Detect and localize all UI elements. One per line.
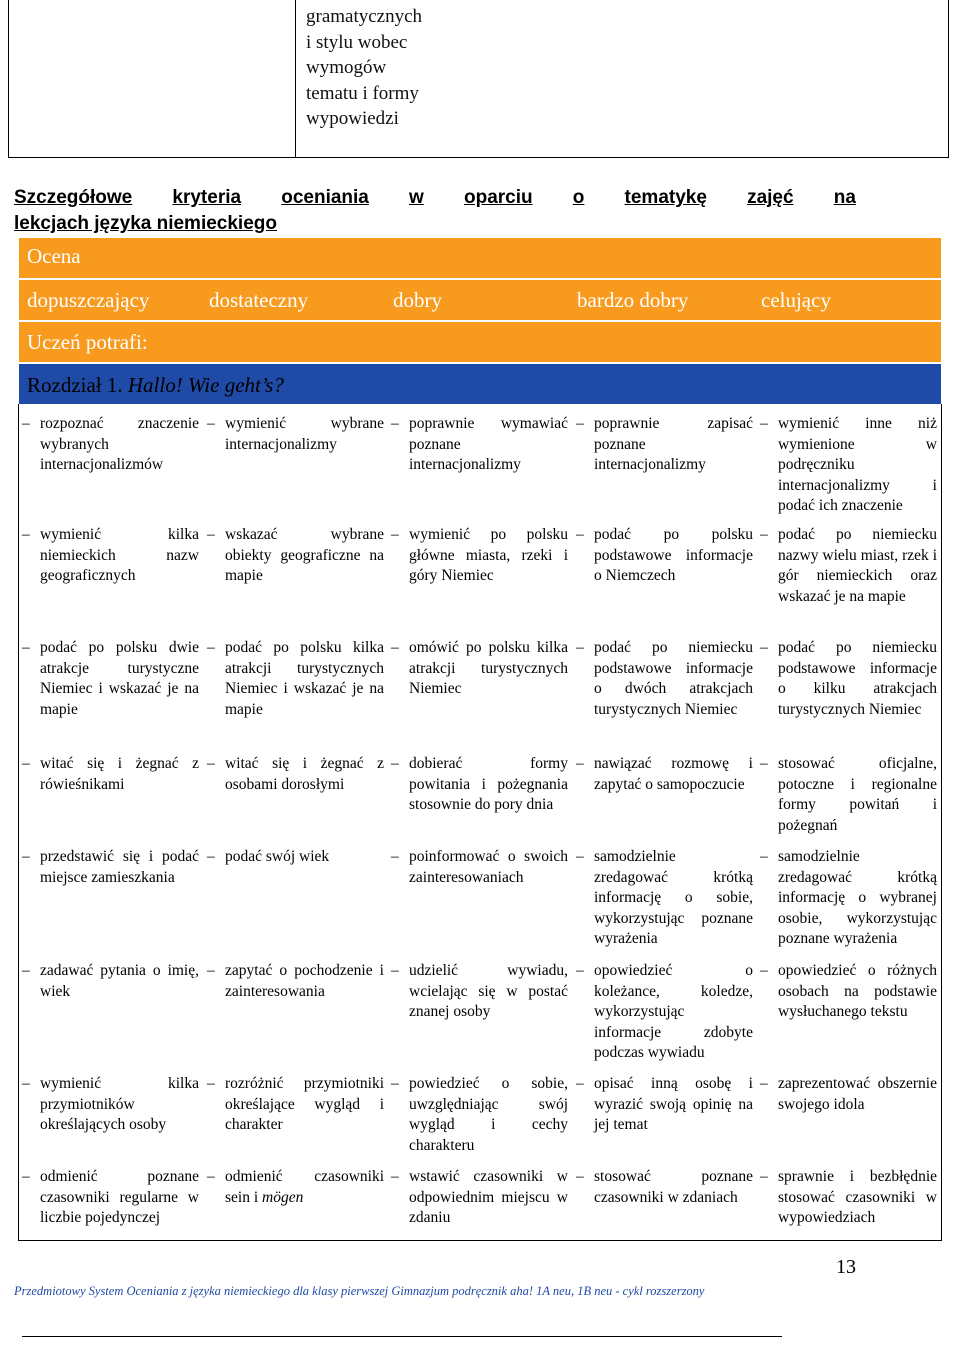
chapter-prefix: Rozdział 1. [27,373,128,397]
criterion-text: opowiedzieć o różnych osobach na podstawie wysłuchanego tekstu [778,962,937,1020]
criterion-text: wymienić wybrane internacjonalizmy [225,415,384,453]
criterion-dobry [391,525,568,587]
criterion-text: samodzielnie zredagować krótką informację o sobie, wykorzystując poznane wyrażenia [594,848,753,947]
chapter-row [19,364,941,404]
criterion-dopuszczajacy [22,1074,199,1136]
criterion-dopuszczajacy [22,847,199,888]
criterion-text: odmienić poznane czasowniki regularne w liczbie pojedynczej [40,1168,199,1226]
criterion-text: opowiedzieć o koleżance, koledze, wykorzystując informacje zdobyte podczas wywiadu [594,962,753,1061]
criterion-dopuszczajacy [22,754,199,795]
heading-line-2: lekcjach języka niemieckiego [14,213,277,234]
heading-word: oparciu [463,187,533,208]
level-dopuszczajacy: dopuszczający [27,288,150,312]
criterion-text: podać po polsku podstawowe informacje o Niemczech [594,526,753,584]
criterion-text: poprawnie wymawiać poznane internacjonalizmy [409,415,568,473]
criterion-dostateczny [207,414,384,455]
criterion-text: nawiązać rozmowę i zapytać o samopoczucie [594,755,753,793]
heading-word: w [409,187,424,208]
grade-levels-row [19,280,941,320]
criterion-text: udzielić wywiadu, wcielając się w postać znanej osoby [409,962,568,1020]
criterion-text: stosować poznane czasowniki w zdaniach [594,1168,753,1206]
previous-table-fragment [0,0,960,160]
criterion-dobry [391,961,568,1023]
criterion-dobry [391,847,568,888]
criterion-dobry [391,414,568,476]
criterion-text: stosować oficjalne, potoczne i regionalne formy powitań i pożegnań [778,755,937,834]
heading-word: na [833,187,856,208]
criterion-text: poprawnie zapisać poznane internacjonalizmy [594,415,753,473]
criterion-celujacy [760,525,937,607]
criterion-text: wstawić czasowniki w odpowiednim miejscu w zdaniu [409,1168,568,1226]
criterion-dostateczny [207,1074,384,1136]
student-can-label: Uczeń potrafi: [27,330,148,354]
criterion-text: odmienić czasowniki sein i [225,1168,384,1206]
heading-word: kryteria [172,187,242,208]
criterion-dopuszczajacy [22,961,199,1002]
footer-text: Przedmiotowy System Oceniania z języka niemieckiego dla klasy pierwszej Gimnazjum podręcznik aha! 1A neu, 1B neu - cykl rozszerzony [14,1284,705,1298]
criterion-text: rozróżnić przymiotniki określające wygląd i charakter [225,1075,384,1133]
criterion-dostateczny [207,754,384,795]
criterion-text: sprawnie i bezbłędnie stosować czasowniki w wypowiedziach [778,1168,937,1226]
fragment-line: wypowiedzi [306,108,399,129]
criterion-bardzo-dobry [576,414,753,476]
criterion-text: wymienić kilka przymiotników określających osoby [40,1075,199,1133]
fragment-line: tematu i formy [306,82,419,104]
criterion-bardzo-dobry [576,1167,753,1208]
criterion-celujacy [760,1167,937,1229]
criterion-dopuszczajacy [22,525,199,587]
criterion-celujacy [760,1074,937,1115]
heading-line-1 [14,185,856,211]
criterion-dopuszczajacy [22,414,199,476]
chapter-title: Hallo! Wie geht’s? [127,373,284,397]
criterion-bardzo-dobry [576,525,753,587]
criterion-text: podać po niemiecku podstawowe informacje o dwóch atrakcjach turystycznych Niemiec [594,639,753,718]
grade-header [19,238,941,278]
fragment-line: gramatycznych [306,6,423,27]
criterion-dobry [391,1074,568,1156]
criterion-text: podać po polsku kilka atrakcji turystycznych Niemiec i wskazać je na mapie [225,639,384,718]
fragment-cell-text [306,4,446,132]
heading-word: zajęć [747,187,794,208]
criterion-text: wymienić kilka niemieckich nazw geograficznych [40,526,199,584]
footer-rule [22,1336,782,1337]
level-dostateczny: dostateczny [209,288,309,312]
fragment-line: i stylu wobec [306,31,408,53]
criterion-bardzo-dobry [576,1074,753,1136]
criterion-text: podać po niemiecku nazwy wielu miast, rzek i gór niemieckich oraz wskazać je na mapie [778,526,937,605]
fragment-line: wymogów [306,57,387,78]
criterion-dopuszczajacy [22,1167,199,1229]
criterion-dobry [391,754,568,816]
criterion-dopuszczajacy [22,638,199,720]
criterion-text: witać się i żegnać z osobami dorosłymi [225,755,384,793]
criterion-text: wymienić po polsku główne miasta, rzeki i góry Niemiec [409,526,568,584]
criterion-dobry [391,638,568,700]
criterion-text: zaprezentować obszernie swojego idola [778,1075,937,1113]
criterion-celujacy [760,754,937,836]
criterion-celujacy [760,638,937,720]
criterion-text: podać po polsku dwie atrakcje turystyczne Niemiec i wskazać je na mapie [40,639,199,718]
section-heading [14,185,856,237]
student-can-row [19,322,941,362]
heading-word: o [572,187,585,208]
criterion-dostateczny [207,638,384,720]
criterion-dostateczny [207,525,384,587]
criterion-text: omówić po polsku kilka atrakcji turystycznych Niemiec [409,639,568,697]
criterion-text: przedstawić się i podać miejsce zamieszkania [40,848,199,886]
criterion-celujacy [760,961,937,1023]
criterion-text: samodzielnie zredagować krótką informację o wybranej osobie, wykorzystując poznane wyrażenia [778,848,937,947]
criterion-text: opisać inną osobę i wyrazić swoją opinię na jej temat [594,1075,753,1133]
criterion-text: poinformować o swoich zainteresowaniach [409,848,568,886]
criterion-text: rozpoznać znaczenie wybranych internacjonalizmów [40,415,199,473]
heading-word: Szczegółowe [14,187,133,208]
criterion-text: wymienić inne niż wymienione w podręczniku internacjonalizmy i podać ich znaczenie [778,415,937,514]
level-celujacy: celujący [761,288,831,312]
criterion-bardzo-dobry [576,847,753,950]
criterion-bardzo-dobry [576,638,753,720]
criterion-text: wskazać wybrane obiekty geograficzne na mapie [225,526,384,584]
criterion-dostateczny [207,847,384,868]
criterion-italic-word: mögen [262,1188,304,1206]
criterion-text: witać się i żegnać z rówieśnikami [40,755,199,793]
criterion-text: powiedzieć o sobie, uwzględniając swój wygląd i cechy charakteru [409,1075,568,1154]
level-bardzo-dobry: bardzo dobry [577,288,689,312]
criterion-bardzo-dobry [576,961,753,1064]
criterion-text: dobierać formy powitania i pożegnania stosownie do pory dnia [409,755,568,813]
criterion-text: zadawać pytania o imię, wiek [40,962,199,1000]
criteria-table [0,404,960,1241]
criterion-dobry [391,1167,568,1229]
criterion-bardzo-dobry [576,754,753,795]
criterion-dostateczny [207,961,384,1002]
criterion-celujacy [760,414,937,517]
criterion-text: zapytać o pochodzenie i zainteresowania [225,962,384,1000]
page-number: 13 [836,1256,856,1278]
criterion-text: podać po niemiecku podstawowe informacje o kilku atrakcjach turystycznych Niemiec [778,639,937,718]
grade-label: Ocena [27,244,81,268]
heading-word: oceniania [281,187,369,208]
heading-word: tematykę [624,187,707,208]
criterion-celujacy [760,847,937,950]
criterion-text: podać swój wiek [225,848,330,865]
criterion-dostateczny [207,1167,384,1208]
level-dobry: dobry [393,288,442,312]
